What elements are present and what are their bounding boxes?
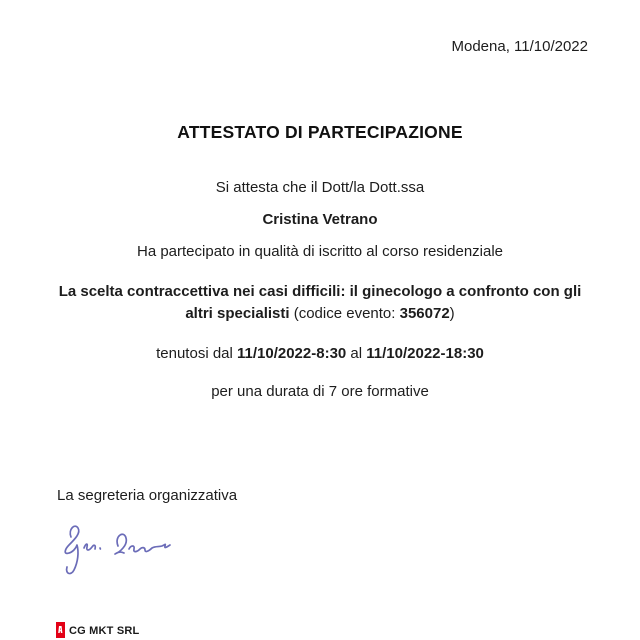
schedule-prefix: tenutosi dal — [156, 345, 237, 362]
schedule-start: 11/10/2022-8:30 — [237, 345, 347, 362]
course-title-block — [50, 281, 590, 325]
attestation-line: Si attesta che il Dott/la Dott.ssa — [215, 179, 425, 196]
signature-scribble-icon — [58, 522, 188, 582]
schedule-line — [0, 344, 640, 364]
event-code-value: 356072 — [399, 305, 450, 322]
page-title: ATTESTATO DI PARTECIPAZIONE — [177, 122, 463, 142]
logo-mark-icon — [56, 622, 65, 638]
place-date-line: Modena, 11/10/2022 — [451, 38, 588, 55]
signoff-line: La segreteria organizzativa — [57, 487, 238, 504]
logo-text: CG MKT SRL — [69, 625, 140, 637]
participant-name: Cristina Vetrano — [262, 211, 378, 228]
duration-line: per una durata di 7 ore formative — [211, 383, 429, 400]
schedule-end: 11/10/2022-18:30 — [366, 345, 484, 362]
event-code-close: ) — [449, 305, 455, 322]
participation-line: Ha partecipato in qualità di iscritto al corso residenziale — [136, 243, 504, 260]
organizer-logo — [56, 622, 139, 638]
event-code-label: (codice evento: — [293, 305, 400, 322]
course-title: La scelta contraccettiva nei casi difficili: il ginecologo a confronto con gli altri specialisti — [58, 283, 582, 322]
schedule-connector: al — [346, 345, 367, 362]
